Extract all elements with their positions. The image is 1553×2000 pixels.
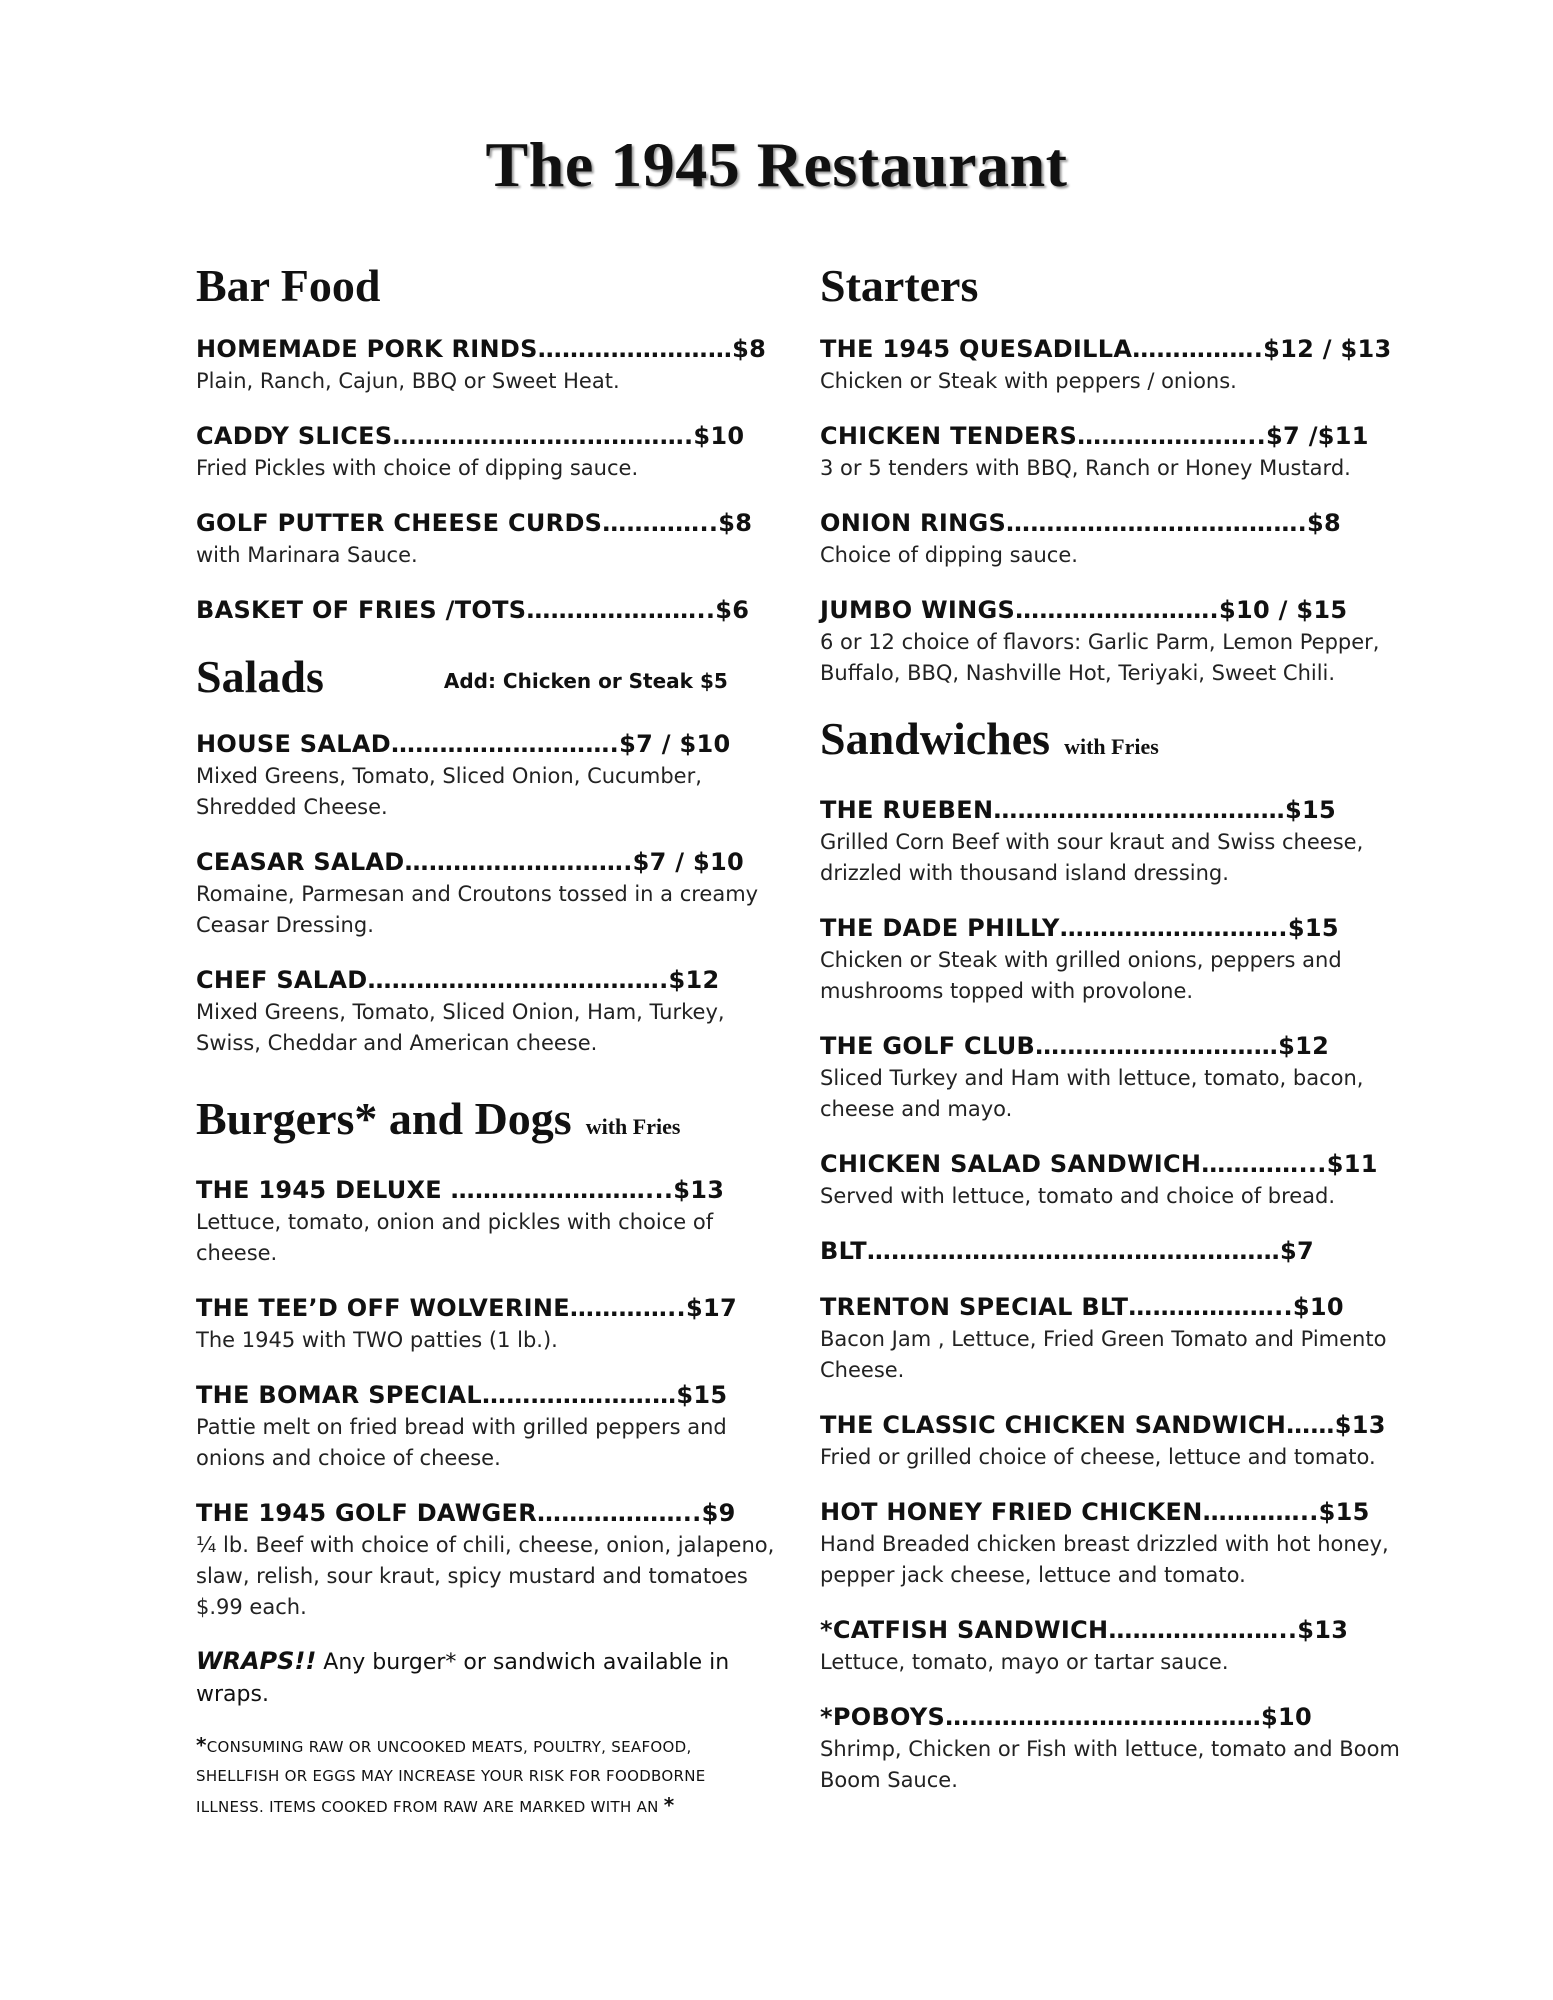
- burgers-items: [196, 1173, 776, 1623]
- menu-item-name: THE BOMAR SPECIAL……………………$15: [196, 1381, 728, 1410]
- menu-item: [820, 1613, 1420, 1678]
- section-title: Sandwiches: [820, 713, 1051, 764]
- menu-item-description: Sliced Turkey and Ham with lettuce, tomato, bacon, cheese and mayo.: [820, 1066, 1364, 1121]
- menu-item: [196, 419, 776, 484]
- menu-item: [196, 727, 776, 823]
- section-note: with Fries: [585, 1114, 681, 1140]
- menu-item: [820, 1495, 1420, 1591]
- menu-item-name: BASKET OF FRIES /TOTS…………………..$6: [196, 596, 750, 624]
- disclaimer-trail: *: [663, 1793, 675, 1818]
- menu-item: [820, 593, 1420, 689]
- menu-item-description: Hand Breaded chicken breast drizzled with hot honey, pepper jack cheese, lettuce and tomato.: [820, 1532, 1389, 1587]
- menu-item-description: Grilled Corn Beef with sour kraut and Swiss cheese, drizzled with thousand island dressing.: [820, 830, 1364, 885]
- section-title: Salads: [196, 651, 324, 702]
- menu-item-name: ONION RINGS……………………………….$8: [820, 509, 1342, 537]
- menu-item-description: The 1945 with TWO patties (1 lb.).: [196, 1328, 558, 1353]
- menu-item: [820, 506, 1420, 571]
- menu-item-name: THE CLASSIC CHICKEN SANDWICH……$13: [820, 1411, 1386, 1439]
- menu-item-name: THE DADE PHILLY……………………….$15: [820, 914, 1339, 942]
- menu-item: [820, 1029, 1420, 1125]
- menu-item-name: THE 1945 GOLF DAWGER………………..$9: [196, 1499, 736, 1528]
- menu-item-description: Fried Pickles with choice of dipping sauce.: [196, 456, 639, 480]
- menu-item-description: ¼ lb. Beef with choice of chili, cheese, onion, jalapeno, slaw, relish, sour kraut, spicy mustard and tomatoes $.99 each.: [196, 1533, 775, 1620]
- menu-item: [820, 793, 1420, 889]
- menu-item-description: Chicken or Steak with grilled onions, peppers and mushrooms topped with provolone.: [820, 948, 1342, 1003]
- menu-item: [196, 1496, 776, 1623]
- menu-item-name: CHICKEN SALAD SANDWICH…………...$11: [820, 1150, 1378, 1178]
- menu-item: [196, 845, 776, 941]
- menu-item-name: BLT……………………………………………$7: [820, 1237, 1314, 1265]
- section-title: Burgers* and Dogs: [196, 1093, 572, 1145]
- menu-item-name: GOLF PUTTER CHEESE CURDS…………..$8: [196, 509, 753, 537]
- menu-item-description: Choice of dipping sauce.: [820, 543, 1078, 567]
- menu-item-name: THE TEE’D OFF WOLVERINE…………..$17: [196, 1294, 737, 1323]
- menu-item-name: CEASAR SALAD……………………….$7 / $10: [196, 848, 745, 877]
- section-heading-salads: [196, 649, 776, 709]
- page-title: The 1945 Restaurant: [485, 129, 1068, 200]
- section-note: with Fries: [1064, 734, 1159, 759]
- menu-item-description: Shrimp, Chicken or Fish with lettuce, tomato and Boom Boom Sauce.: [820, 1737, 1400, 1792]
- menu-item: [196, 332, 776, 397]
- menu-item-description: Chicken or Steak with peppers / onions.: [820, 369, 1237, 393]
- bar-food-items: [196, 332, 776, 627]
- menu-item-description: Mixed Greens, Tomato, Sliced Onion, Cucumber, Shredded Cheese.: [196, 764, 702, 820]
- disclaimer-text: CONSUMING RAW OR UNCOOKED MEATS, POULTRY, SEAFOOD, SHELLFISH OR EGGS MAY INCREASE YOUR RISK FOR FOODBORNE ILLNESS. ITEMS COOKED FROM RAW ARE MARKED WITH AN: [196, 1738, 706, 1817]
- menu-item: [820, 1147, 1420, 1212]
- wraps-text: Any burger* or sandwich available in wraps.: [196, 1650, 730, 1708]
- menu-item-name: JUMBO WINGS…………………….$10 / $15: [820, 596, 1348, 624]
- section-note: Add: Chicken or Steak $5: [443, 669, 728, 694]
- menu-item-description: 3 or 5 tenders with BBQ, Ranch or Honey Mustard.: [820, 456, 1351, 480]
- menu-item-name: THE 1945 DELUXE ……………………...$13: [196, 1176, 725, 1205]
- menu-item-name: TRENTON SPECIAL BLT………………..$10: [820, 1293, 1344, 1321]
- menu-item: [196, 1378, 776, 1474]
- menu-item-name: CHEF SALAD……………………………….$12: [196, 966, 720, 995]
- menu-item: [196, 1291, 776, 1356]
- menu-item-description: Lettuce, tomato, mayo or tartar sauce.: [820, 1650, 1229, 1674]
- section-heading-bar-food: Bar Food: [196, 260, 381, 311]
- menu-item: [196, 963, 776, 1059]
- section-heading-starters: Starters: [820, 260, 979, 311]
- menu-item-description: Mixed Greens, Tomato, Sliced Onion, Ham, Turkey, Swiss, Cheddar and American cheese.: [196, 1000, 725, 1056]
- sandwiches-items: [820, 793, 1420, 1796]
- right-column: [820, 258, 1420, 1818]
- menu-item-description: Pattie melt on fried bread with grilled peppers and onions and choice of cheese.: [196, 1415, 727, 1471]
- menu-item-description: Plain, Ranch, Cajun, BBQ or Sweet Heat.: [196, 369, 620, 393]
- menu-item-name: THE 1945 QUESADILLA…………….$12 / $13: [820, 335, 1392, 363]
- section-heading-burgers: [196, 1091, 776, 1155]
- menu-item-name: THE GOLF CLUB…………………………$12: [820, 1032, 1330, 1060]
- section-heading-sandwiches: [820, 711, 1420, 775]
- menu-item-name: HOT HONEY FRIED CHICKEN…………..$15: [820, 1498, 1370, 1526]
- menu-item: [196, 506, 776, 571]
- menu-item: [196, 593, 776, 627]
- disclaimer-lead: *: [196, 1733, 207, 1758]
- menu-item: [196, 1173, 776, 1269]
- menu-item-name: CHICKEN TENDERS…………………..$7 /$11: [820, 422, 1369, 450]
- menu-item: [820, 1234, 1420, 1268]
- menu-item-description: Romaine, Parmesan and Croutons tossed in a creamy Ceasar Dressing.: [196, 882, 759, 938]
- menu-item-description: Lettuce, tomato, onion and pickles with choice of cheese.: [196, 1210, 714, 1266]
- menu-item: [820, 911, 1420, 1007]
- menu-item-name: THE RUEBEN………………………………$15: [820, 796, 1336, 824]
- menu-item-description: Bacon Jam , Lettuce, Fried Green Tomato and Pimento Cheese.: [820, 1327, 1387, 1382]
- menu-item-description: with Marinara Sauce.: [196, 543, 418, 567]
- left-column: [196, 258, 776, 1822]
- menu-item-name: *CATFISH SANDWICH…………………..$13: [820, 1616, 1349, 1644]
- wraps-label: WRAPS!!: [196, 1647, 317, 1676]
- menu-item: [820, 419, 1420, 484]
- menu-item: [820, 1290, 1420, 1386]
- menu-item-name: CADDY SLICES……………………………….$10: [196, 422, 745, 450]
- menu-item-name: *POBOYS…………………………………$10: [820, 1703, 1313, 1731]
- starters-items: [820, 332, 1420, 689]
- salads-items: [196, 727, 776, 1059]
- menu-item-name: HOUSE SALAD……………………….$7 / $10: [196, 730, 731, 759]
- disclaimer: [196, 1731, 776, 1822]
- wraps-note: [196, 1645, 776, 1711]
- menu-item-description: Served with lettuce, tomato and choice of bread.: [820, 1184, 1336, 1208]
- menu-item: [820, 1700, 1420, 1796]
- menu-item: [820, 332, 1420, 397]
- menu-item: [820, 1408, 1420, 1473]
- menu-item-description: 6 or 12 choice of flavors: Garlic Parm, Lemon Pepper, Buffalo, BBQ, Nashville Hot, Teriyaki, Sweet Chili.: [820, 630, 1380, 685]
- menu-item-description: Fried or grilled choice of cheese, lettuce and tomato.: [820, 1445, 1376, 1469]
- menu-item-name: HOMEMADE PORK RINDS……………………$8: [196, 335, 767, 363]
